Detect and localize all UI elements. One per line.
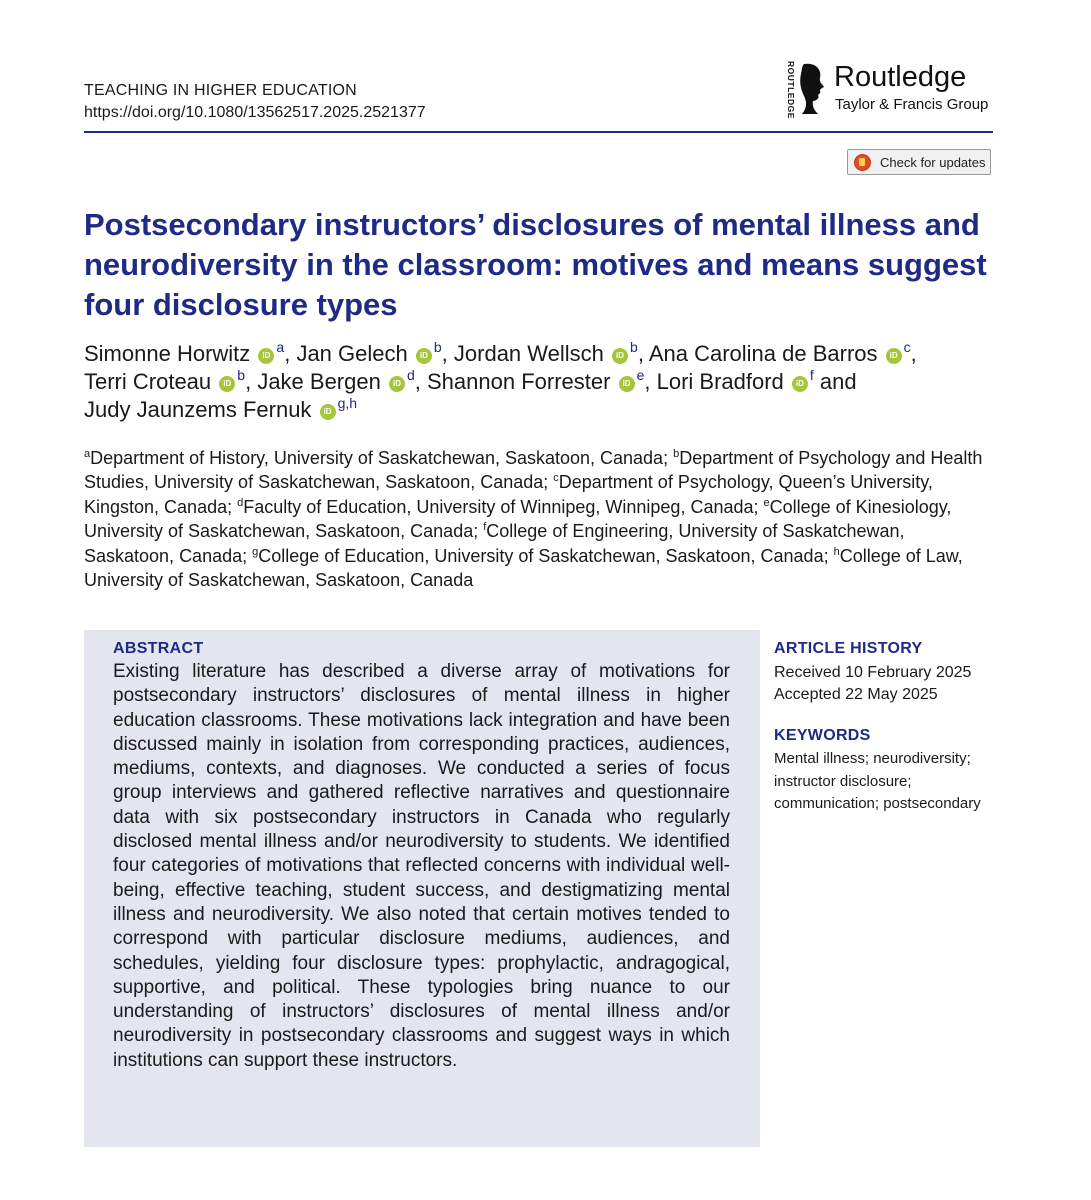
check-for-updates-button[interactable] — [847, 149, 991, 175]
article-history-heading: ARTICLE HISTORY — [774, 640, 923, 657]
orcid-icon[interactable]: iD — [886, 348, 902, 364]
routledge-head-icon — [798, 60, 826, 116]
orcid-icon[interactable]: iD — [219, 376, 235, 392]
keywords-heading: KEYWORDS — [774, 727, 871, 744]
publisher-vertical-text: ROUTLEDGE — [786, 61, 796, 119]
abstract-heading: ABSTRACT — [113, 640, 204, 657]
crossmark-icon — [854, 154, 871, 171]
orcid-icon[interactable]: iD — [258, 348, 274, 364]
keywords-list: Mental illness; neurodiversity; instructor disclosure; communication; postsecondary — [774, 750, 981, 812]
orcid-icon[interactable]: iD — [416, 348, 432, 364]
received-date: Received 10 February 2025 — [774, 664, 972, 681]
author: Lori Bradford iD$^f$ and — [656, 367, 857, 394]
abstract-text: Existing literature has described a diverse array of motivations for postsecondary instructors’ disclosures of mental illness in higher education classrooms. These motivations lack integration and have been discussed mainly in isolation from corresponding practices, audiences, mediums, contexts, and diagnoses. We conducted a series of focus group interviews and gathered reflective narratives and questionnaire data with six postsecondary instructors in Canada who regularly disclosed mental illness and/or neurodiversity to students. We identified four categories of motivations that reflected concerns with individual well-being, effective teaching, student success, and destigmatizing mental illness and neurodiversity. We also noted that certain motives tended to correspond with particular disclosure mediums, audiences, and schedules, yielding four disclosure types: prophylactic, andragogical, supportive, and political. These typologies bring nuance to our understanding of instructors’ disclosures of mental illness and/or neurodiversity in postsecondary classrooms and suggest ways in which institutions can support these instructors. — [113, 661, 730, 1071]
article-title: Postsecondary instructors’ disclosures of mental illness and neurodiversity in the classroom: motives and means suggest four disclosure types — [84, 207, 987, 322]
author: Simonne Horwitz iD$^a$, — [84, 339, 297, 366]
affiliations: $^a$Department of History, University of Saskatchewan, Saskatoon, Canada; $^b$Department of Psychology and Health Studies, University of Saskatchewan, Saskatoon, Canada; $^c$Department of Psychology, Queen’s University, Kingston, Canada; $^d$Faculty of Education, University of Winnipeg, Winnipeg, Canada; $^e$College of Kinesiology, University of Saskatchewan, Saskatoon, Canada; $^f$College of Engineering, University of Saskatchewan, Saskatoon, Canada; $^g$College of Education, University of Saskatchewan, Saskatoon, Canada; $^h$College of Law, University of Saskatchewan, Saskatoon, Canada — [84, 448, 983, 591]
publisher-name: Routledge — [834, 61, 967, 93]
orcid-icon[interactable]: iD — [389, 376, 405, 392]
orcid-icon[interactable]: iD — [612, 348, 628, 364]
author: Jan Gelech iD$^b$, — [296, 339, 454, 366]
publisher-group: Taylor & Francis Group — [835, 96, 989, 113]
article-history — [774, 662, 971, 706]
author-list — [84, 340, 1004, 424]
orcid-icon[interactable]: iD — [619, 376, 635, 392]
header-divider — [84, 131, 993, 133]
journal-header — [84, 80, 426, 124]
check-for-updates-label: Check for updates — [880, 155, 986, 170]
orcid-icon[interactable]: iD — [792, 376, 808, 392]
author: Terri Croteau iD$^b$, — [84, 367, 258, 394]
author: Judy Jaunzems Fernuk iD$^{g,h}$ — [84, 395, 358, 422]
doi-link[interactable]: https://doi.org/10.1080/13562517.2025.2521377 — [84, 104, 426, 121]
orcid-icon[interactable]: iD — [320, 404, 336, 420]
publisher-logo — [782, 58, 997, 120]
accepted-date: Accepted 22 May 2025 — [774, 686, 938, 703]
author: Ana Carolina de Barros iD$^c$, — [648, 339, 917, 366]
journal-name: TEACHING IN HIGHER EDUCATION — [84, 82, 357, 99]
author: Jordan Wellsch iD$^b$, — [453, 339, 649, 366]
author: Jake Bergen iD$^d$, — [257, 367, 427, 394]
author: Shannon Forrester iD$^e$, — [427, 367, 657, 394]
